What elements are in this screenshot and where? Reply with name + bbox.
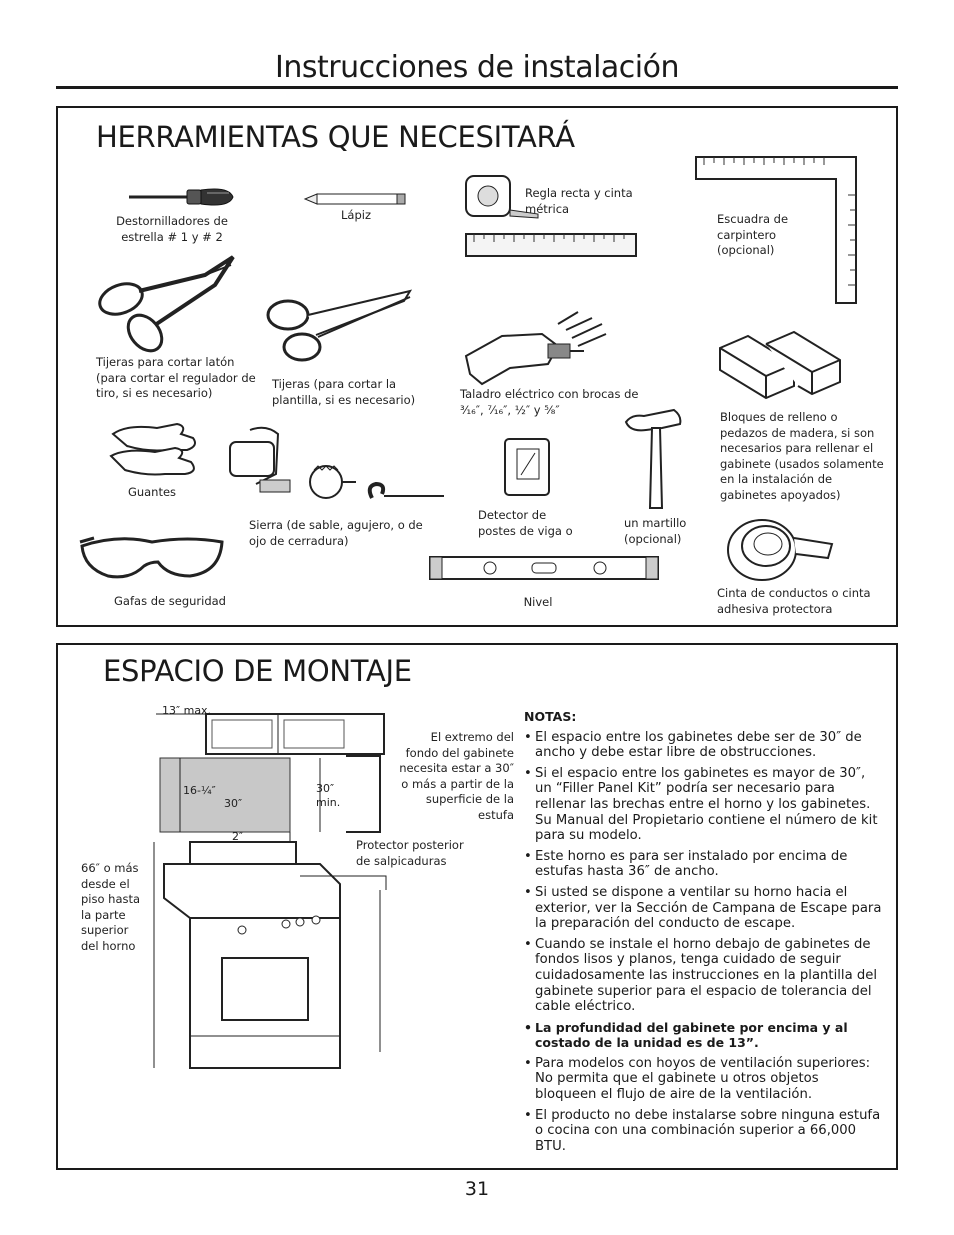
level-label: Nivel	[523, 595, 553, 609]
pencil-illustration	[303, 191, 407, 207]
filler-blocks-illustration	[716, 330, 844, 400]
tin-snips-illustration	[95, 255, 237, 355]
level-illustration	[428, 553, 660, 583]
saw-illustration	[226, 424, 448, 508]
scissors-label: Tijeras (para cortar la plantilla, si es necesario)	[272, 377, 416, 407]
scissors-illustration	[264, 287, 414, 367]
drill-illustration	[462, 310, 608, 386]
mounting-diagram	[150, 712, 388, 1074]
gloves-label: Guantes	[127, 485, 177, 499]
duct-tape-label: Cinta de conductos o cinta adhesiva protectora	[717, 586, 871, 616]
dim-30: 30″	[224, 797, 243, 810]
screwdrivers-label: Destornilladores de estrella # 1 y # 2	[116, 214, 228, 244]
goggles-illustration	[78, 532, 226, 584]
notes-list	[524, 730, 882, 1155]
note-item: • Para modelos con hoyos de ventilación superiores: No permita que el gabinete u otros objetos bloqueen el flujo de aire de la ventilación.	[524, 1056, 882, 1103]
note-item: • Si el espacio entre los gabinetes es mayor de 30″, un “Filler Panel Kit” podría ser necesario para rellenar las brechas entre el horno y los gabinetes. Su Manual del Propietario contiene el número de kit para su modelo.	[524, 766, 882, 844]
tape-label: Regla recta y cinta métrica	[525, 186, 633, 216]
note-item: • Cuando se instale el horno debajo de gabinetes de fondos lisos y planos, tenga cuidado de seguir cuidadosamente las instrucciones en la plantilla del gabinete superior para el espacio de tolerancia del cable eléctrico.	[524, 937, 882, 1015]
note-item: • El producto no debe instalarse sobre ninguna estufa o cocina con una combinación superior a 66,000 BTU.	[524, 1108, 882, 1155]
note-item-bold: • La profundidad del gabinete por encima y al costado de la unidad es de 13”.	[524, 1020, 882, 1051]
note-item: • Si usted se dispone a ventilar su horno hacia el exterior, ver la Sección de Campana de Escape para la preparación del conducto de escape.	[524, 885, 882, 932]
mounting-heading: ESPACIO DE MONTAJE	[103, 654, 412, 688]
drill-label: Taladro eléctrico con brocas de ³⁄₁₆″, ⁷⁄₁₆″, ½″ y ⁵⁄₈″	[460, 387, 639, 417]
gloves-illustration	[107, 420, 201, 480]
dim-2: 2″	[232, 830, 244, 843]
stud-finder-label: Detector de postes de viga o	[478, 508, 573, 538]
note-item: • Este horno es para ser instalado por encima de estufas hasta 36″ de ancho.	[524, 849, 882, 880]
saw-label: Sierra (de sable, agujero, o de ojo de cerradura)	[249, 518, 423, 548]
hammer-illustration	[622, 408, 686, 512]
dim-16: 16-¼″	[183, 784, 216, 797]
stud-finder-illustration	[503, 437, 551, 497]
tin-snips-label: Tijeras para cortar latón (para cortar el regulador de tiro, si es necesario)	[96, 355, 256, 400]
title-rule	[56, 86, 898, 89]
cabinet-note-label: El extremo del fondo del gabinete necesita estar a 30″ o más a partir de la superficie de la estufa	[399, 730, 514, 822]
goggles-label: Gafas de seguridad	[114, 594, 226, 608]
dim-13max: 13″ max.	[162, 704, 212, 717]
screwdriver-illustration	[125, 184, 237, 210]
duct-tape-illustration	[724, 514, 836, 584]
backsplash-label: Protector posterior de salpicaduras	[356, 838, 464, 868]
tools-heading: HERRAMIENTAS QUE NECESITARÁ	[96, 120, 575, 154]
page-number: 31	[464, 1178, 490, 1200]
square-label: Escuadra de carpintero (opcional)	[717, 212, 789, 257]
notes-block	[524, 709, 882, 1159]
page-title: Instrucciones de instalación	[275, 50, 679, 85]
floor-66-label: 66″ o más desde el piso hasta la parte superior del horno	[81, 861, 141, 953]
pencil-label: Lápiz	[341, 208, 371, 222]
blocks-label: Bloques de relleno o pedazos de madera, si son necesarios para rellenar el gabinete (usados solamente en la instalación de gabinetes apoyados)	[720, 410, 884, 502]
notes-title: NOTAS:	[524, 709, 577, 724]
hammer-label: un martillo (opcional)	[624, 516, 687, 546]
dim-30min: 30″ min.	[316, 782, 341, 809]
note-item: • El espacio entre los gabinetes debe ser de 30″ de ancho y debe estar libre de obstrucciones.	[524, 730, 882, 761]
